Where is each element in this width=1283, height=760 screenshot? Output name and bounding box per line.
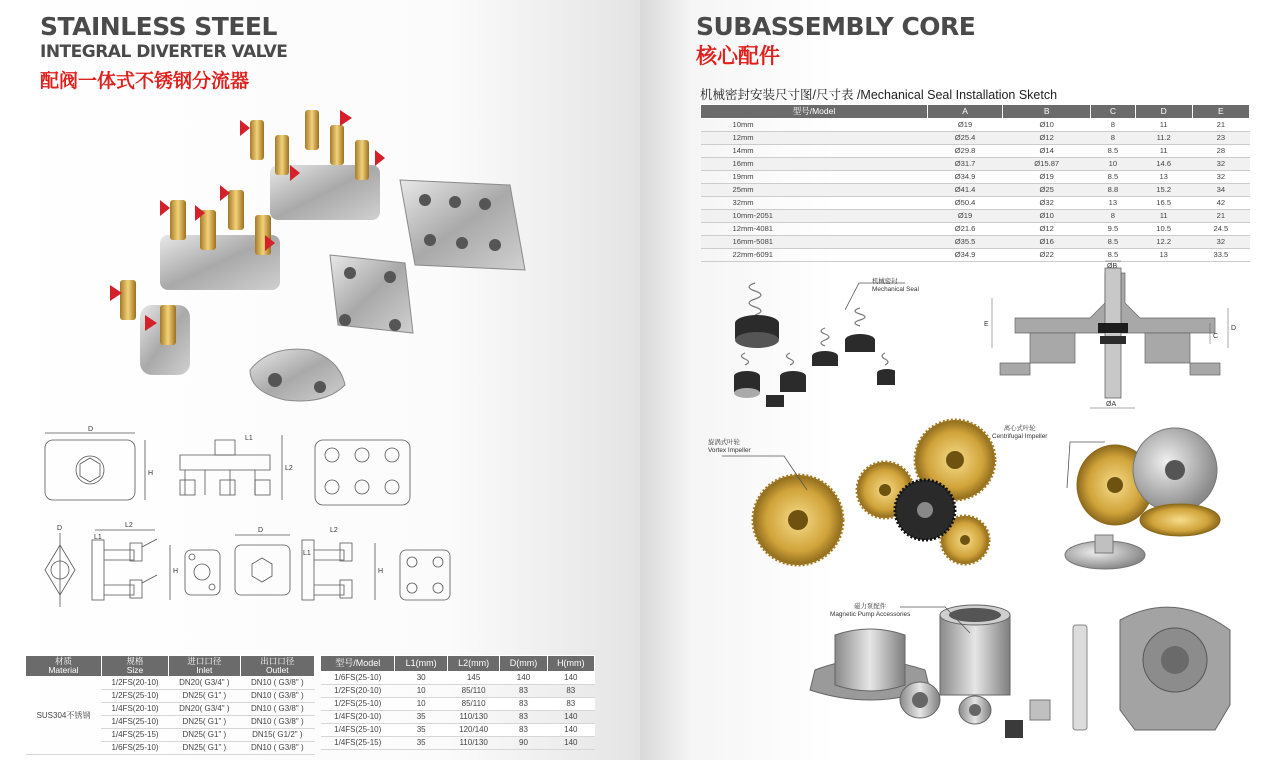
dimension-cell: 30 <box>395 672 447 685</box>
dimension-cell: 1/6FS(25-10) <box>321 672 395 685</box>
seal-cell: 16mm-5081 <box>701 236 928 249</box>
seal-cell: Ø15.87 <box>1003 158 1091 171</box>
dimension-cell: 35 <box>395 724 447 737</box>
size-cell: 1/2FS(20-10) <box>101 677 168 690</box>
seal-cell: 22mm-6091 <box>701 249 928 262</box>
seal-cell: 13 <box>1135 249 1192 262</box>
col-size-cn: 规格 <box>126 656 144 666</box>
dimension-cell: 140 <box>547 711 594 724</box>
drawing-valve-side-1 <box>92 530 170 600</box>
table-row <box>321 672 595 685</box>
table-row <box>701 184 1250 197</box>
dimension-cell: 140 <box>547 672 594 685</box>
dimension-header-0: 型号/Model <box>321 656 395 672</box>
dimension-cell: 110/130 <box>447 711 499 724</box>
magnetic-callout-line <box>900 605 975 635</box>
seal-cell: 11 <box>1135 210 1192 223</box>
seal-cell: 8 <box>1091 119 1135 132</box>
sketch-label-a: ØA <box>1106 401 1117 408</box>
dimension-cell: 140 <box>547 724 594 737</box>
col-outlet <box>240 656 314 677</box>
seal-cell: 16.5 <box>1135 197 1192 210</box>
sketch-label-b: ØB <box>1107 263 1118 270</box>
dimension-cell: 83 <box>500 724 547 737</box>
seal-cell: 8 <box>1091 132 1135 145</box>
dim-l1-1: L1 <box>245 435 253 442</box>
seal-cell: 13 <box>1135 171 1192 184</box>
seal-cell: Ø19 <box>927 210 1002 223</box>
callout-mechanical-seal <box>872 278 919 294</box>
callout-magnetic-en: Magnetic Pump Accessories <box>830 611 911 618</box>
table-row <box>321 685 595 698</box>
seal-cell: 21 <box>1192 210 1249 223</box>
callout-vortex-en: Vortex Impeller <box>708 447 751 454</box>
dim-d-1: D <box>88 426 94 433</box>
callout-vortex-cn: 旋涡式叶轮 <box>708 439 740 446</box>
flange-plate-4-hole <box>330 255 413 333</box>
seal-cell: 8.5 <box>1091 171 1135 184</box>
seal-cell: Ø12 <box>1003 132 1091 145</box>
col-inlet <box>169 656 240 677</box>
dim-l2-3: L2 <box>330 527 338 534</box>
seal-cell: 32 <box>1192 158 1249 171</box>
seal-cell: 11.2 <box>1135 132 1192 145</box>
seal-cell: 13 <box>1091 197 1135 210</box>
dimension-cell: 83 <box>500 685 547 698</box>
dimension-table-header <box>321 656 595 672</box>
dim-d-2: D <box>57 525 63 532</box>
col-outlet-cn: 出口口径 <box>260 656 295 666</box>
dimension-cell: 140 <box>500 672 547 685</box>
outlet-cell: DN10 ( G3/8" ) <box>240 690 314 703</box>
table-row <box>26 677 315 690</box>
dimension-cell: 83 <box>500 711 547 724</box>
seal-cell: 12mm-4081 <box>701 223 928 236</box>
seal-cell: 8.5 <box>1091 249 1135 262</box>
dimension-table <box>320 655 595 750</box>
seal-cell: Ø10 <box>1003 210 1091 223</box>
dimension-cell: 1/2FS(20-10) <box>321 685 395 698</box>
sketch-label-c: C <box>1213 333 1219 340</box>
seal-cell: Ø32 <box>1003 197 1091 210</box>
drawing-6-hole-plate <box>315 440 410 505</box>
seal-cell: 8.8 <box>1091 184 1135 197</box>
seal-cell: Ø21.6 <box>927 223 1002 236</box>
diverter-valve-photo <box>100 105 540 415</box>
dimension-header-1: L1(mm) <box>395 656 447 672</box>
drawing-oval-flange <box>45 533 75 607</box>
seal-cell: 24.5 <box>1192 223 1249 236</box>
seal-cell: 42 <box>1192 197 1249 210</box>
table-row <box>701 145 1250 158</box>
callout-centrifugal-cn: 离心式叶轮 <box>1003 425 1036 432</box>
vortex-impellers-illustration <box>740 410 1020 580</box>
seal-cell: Ø34.9 <box>927 249 1002 262</box>
left-title-line1: STAINLESS STEEL <box>40 12 277 41</box>
seal-header-4: D <box>1135 105 1192 119</box>
outlet-cell: DN10 ( G3/8" ) <box>240 677 314 690</box>
table-row <box>701 132 1250 145</box>
right-page <box>640 0 1283 760</box>
callout-centrifugal-impeller <box>992 425 1047 441</box>
sketch-label-e: E <box>984 321 989 328</box>
table-row <box>701 197 1250 210</box>
seal-cell: 10mm-2051 <box>701 210 928 223</box>
seal-cell: Ø16 <box>1003 236 1091 249</box>
seal-cell: 14mm <box>701 145 928 158</box>
callout-seal-en: Mechanical Seal <box>872 286 919 293</box>
seal-cell: 10 <box>1091 158 1135 171</box>
technical-drawings <box>30 425 480 640</box>
seal-header-3: C <box>1091 105 1135 119</box>
seal-header-1: A <box>927 105 1002 119</box>
size-cell: 1/4FS(20-10) <box>101 703 168 716</box>
seal-cell: 32 <box>1192 236 1249 249</box>
dim-h-1: H <box>148 470 154 477</box>
dimension-cell: 1/4FS(20-10) <box>321 711 395 724</box>
seal-cell: 21 <box>1192 119 1249 132</box>
callout-centrifugal-en: Centrifugal Impeller <box>992 433 1048 440</box>
dimension-cell: 35 <box>395 737 447 750</box>
seal-cell: 10mm <box>701 119 928 132</box>
table-row <box>321 724 595 737</box>
size-cell: 1/4FS(25-10) <box>101 716 168 729</box>
seal-cell: Ø34.9 <box>927 171 1002 184</box>
seal-cell: 9.5 <box>1091 223 1135 236</box>
dimension-cell: 83 <box>547 698 594 711</box>
seal-table-body <box>701 119 1250 262</box>
dimension-cell: 120/140 <box>447 724 499 737</box>
vortex-callout-line <box>722 452 812 492</box>
callout-vortex-impeller <box>708 439 751 455</box>
right-title-cn: 核心配件 <box>696 44 780 68</box>
dimension-cell: 1/4FS(25-15) <box>321 737 395 750</box>
seal-installation-sketch <box>980 258 1250 413</box>
col-outlet-en: Outlet <box>265 665 289 675</box>
dimension-cell: 83 <box>500 698 547 711</box>
dimension-cell: 83 <box>547 685 594 698</box>
callout-seal-cn: 机械密封 <box>872 278 898 285</box>
dimension-header-2: L2(mm) <box>447 656 499 672</box>
dimension-cell: 145 <box>447 672 499 685</box>
seal-cell: 15.2 <box>1135 184 1192 197</box>
col-material <box>26 656 102 677</box>
drawing-2-hole-flange <box>185 550 220 595</box>
left-title-cn: 配阀一体式不锈钢分流器 <box>40 70 250 92</box>
oval-flange <box>250 349 345 401</box>
seal-cell: 12.2 <box>1135 236 1192 249</box>
outlet-cell: DN10 ( G3/8" ) <box>240 742 314 755</box>
seal-header-5: E <box>1192 105 1249 119</box>
seal-cell: 8.5 <box>1091 145 1135 158</box>
dimension-cell: 90 <box>500 737 547 750</box>
seal-cell: 25mm <box>701 184 928 197</box>
table-row <box>701 223 1250 236</box>
sketch-title: 机械密封安装尺寸图/尺寸表 /Mechanical Seal Installation Sketch <box>700 88 1058 102</box>
inlet-cell: DN25( G1" ) <box>169 690 240 703</box>
dimension-cell: 35 <box>395 711 447 724</box>
inlet-cell: DN20( G3/4" ) <box>169 703 240 716</box>
inlet-cell: DN25( G1" ) <box>169 716 240 729</box>
col-size-en: Size <box>126 665 144 675</box>
seal-cell: Ø35.5 <box>927 236 1002 249</box>
seal-dimension-table <box>700 104 1250 262</box>
seal-cell: 11 <box>1135 119 1192 132</box>
drawing-valve-side-2 <box>302 540 375 600</box>
col-inlet-cn: 进口口径 <box>187 656 222 666</box>
seal-cell: 12mm <box>701 132 928 145</box>
sketch-label-d: D <box>1231 325 1237 332</box>
dim-d-3: D <box>258 527 264 534</box>
dim-h-3: H <box>378 568 384 575</box>
outlet-cell: DN15( G1/2" ) <box>240 729 314 742</box>
size-cell: 1/2FS(25-10) <box>101 690 168 703</box>
manifold-assembly-2 <box>240 110 385 220</box>
seal-cell: Ø50.4 <box>927 197 1002 210</box>
seal-cell: 33.5 <box>1192 249 1249 262</box>
table-row <box>701 236 1250 249</box>
col-material-cn: 材质 <box>54 656 72 666</box>
inlet-cell: DN25( G1" ) <box>169 729 240 742</box>
material-spec-body <box>26 677 315 755</box>
dim-l1-2: L1 <box>94 534 102 541</box>
dimension-table-body <box>321 672 595 750</box>
seal-cell: 14.6 <box>1135 158 1192 171</box>
seal-cell: 8.5 <box>1091 236 1135 249</box>
size-cell: 1/6FS(25-10) <box>101 742 168 755</box>
drawing-4-hole-plate <box>400 550 450 600</box>
seal-cell: 8 <box>1091 210 1135 223</box>
dimension-cell: 1/4FS(25-10) <box>321 724 395 737</box>
outlet-cell: DN10 ( G3/8" ) <box>240 716 314 729</box>
col-material-en: Material <box>48 665 79 675</box>
seal-cell: Ø10 <box>1003 119 1091 132</box>
dimension-cell: 10 <box>395 698 447 711</box>
dimension-cell: 140 <box>547 737 594 750</box>
col-inlet-en: Inlet <box>196 665 213 675</box>
seal-cell: 19mm <box>701 171 928 184</box>
manifold-assembly-1 <box>110 185 280 375</box>
dimension-cell: 85/110 <box>447 685 499 698</box>
left-page <box>0 0 640 760</box>
seal-table-header <box>701 105 1250 119</box>
dimension-cell: 1/2FS(25-10) <box>321 698 395 711</box>
dimension-header-3: D(mm) <box>500 656 547 672</box>
drawing-square-flange <box>45 433 145 500</box>
dim-l1-3: L1 <box>303 550 311 557</box>
seal-cell: Ø19 <box>927 119 1002 132</box>
dim-l2-2: L2 <box>125 522 133 529</box>
right-title: SUBASSEMBLY CORE <box>696 12 976 41</box>
col-size <box>101 656 168 677</box>
seal-cell: 10.5 <box>1135 223 1192 236</box>
table-row <box>321 711 595 724</box>
callout-magnetic-cn: 磁力泵配件 <box>854 603 887 610</box>
table-row <box>701 158 1250 171</box>
seal-header-0: 型号/Model <box>701 105 928 119</box>
seal-cell: Ø31.7 <box>927 158 1002 171</box>
inlet-cell: DN20( G3/4" ) <box>169 677 240 690</box>
dimension-header-4: H(mm) <box>547 656 594 672</box>
dim-l2-1: L2 <box>285 465 293 472</box>
seal-cell: Ø19 <box>1003 171 1091 184</box>
dimension-cell: 85/110 <box>447 698 499 711</box>
table-row <box>321 737 595 750</box>
inlet-cell: DN25( G1" ) <box>169 742 240 755</box>
seal-cell: Ø29.8 <box>927 145 1002 158</box>
seal-header-2: B <box>1003 105 1091 119</box>
seal-cell: Ø25 <box>1003 184 1091 197</box>
seal-cell: 16mm <box>701 158 928 171</box>
seal-cell: 32 <box>1192 171 1249 184</box>
left-title-line2: INTEGRAL DIVERTER VALVE <box>40 42 288 62</box>
seal-cell: Ø14 <box>1003 145 1091 158</box>
dim-h-2: H <box>173 568 179 575</box>
table-row <box>701 171 1250 184</box>
seal-cell: 23 <box>1192 132 1249 145</box>
dimension-cell: 110/130 <box>447 737 499 750</box>
drawing-manifold-side <box>180 435 282 500</box>
drawing-square-hex <box>235 535 290 595</box>
seal-cell: Ø12 <box>1003 223 1091 236</box>
flange-plate-6-hole <box>400 180 525 270</box>
size-cell: 1/4FS(25-15) <box>101 729 168 742</box>
seal-cell: 28 <box>1192 145 1249 158</box>
table-row <box>321 698 595 711</box>
seal-cell: 11 <box>1135 145 1192 158</box>
dimension-cell: 10 <box>395 685 447 698</box>
table-row <box>701 119 1250 132</box>
material-spec-table <box>25 655 315 755</box>
callout-magnetic-pump <box>830 603 910 619</box>
centrifugal-callout-line <box>1065 440 1105 490</box>
seal-cell: 32mm <box>701 197 928 210</box>
material-cell: SUS304不锈钢 <box>26 677 102 755</box>
outlet-cell: DN10 ( G3/8" ) <box>240 703 314 716</box>
seal-cell: Ø25.4 <box>927 132 1002 145</box>
seal-cell: 34 <box>1192 184 1249 197</box>
seal-cell: Ø22 <box>1003 249 1091 262</box>
seal-cell: Ø41.4 <box>927 184 1002 197</box>
table-row <box>701 210 1250 223</box>
